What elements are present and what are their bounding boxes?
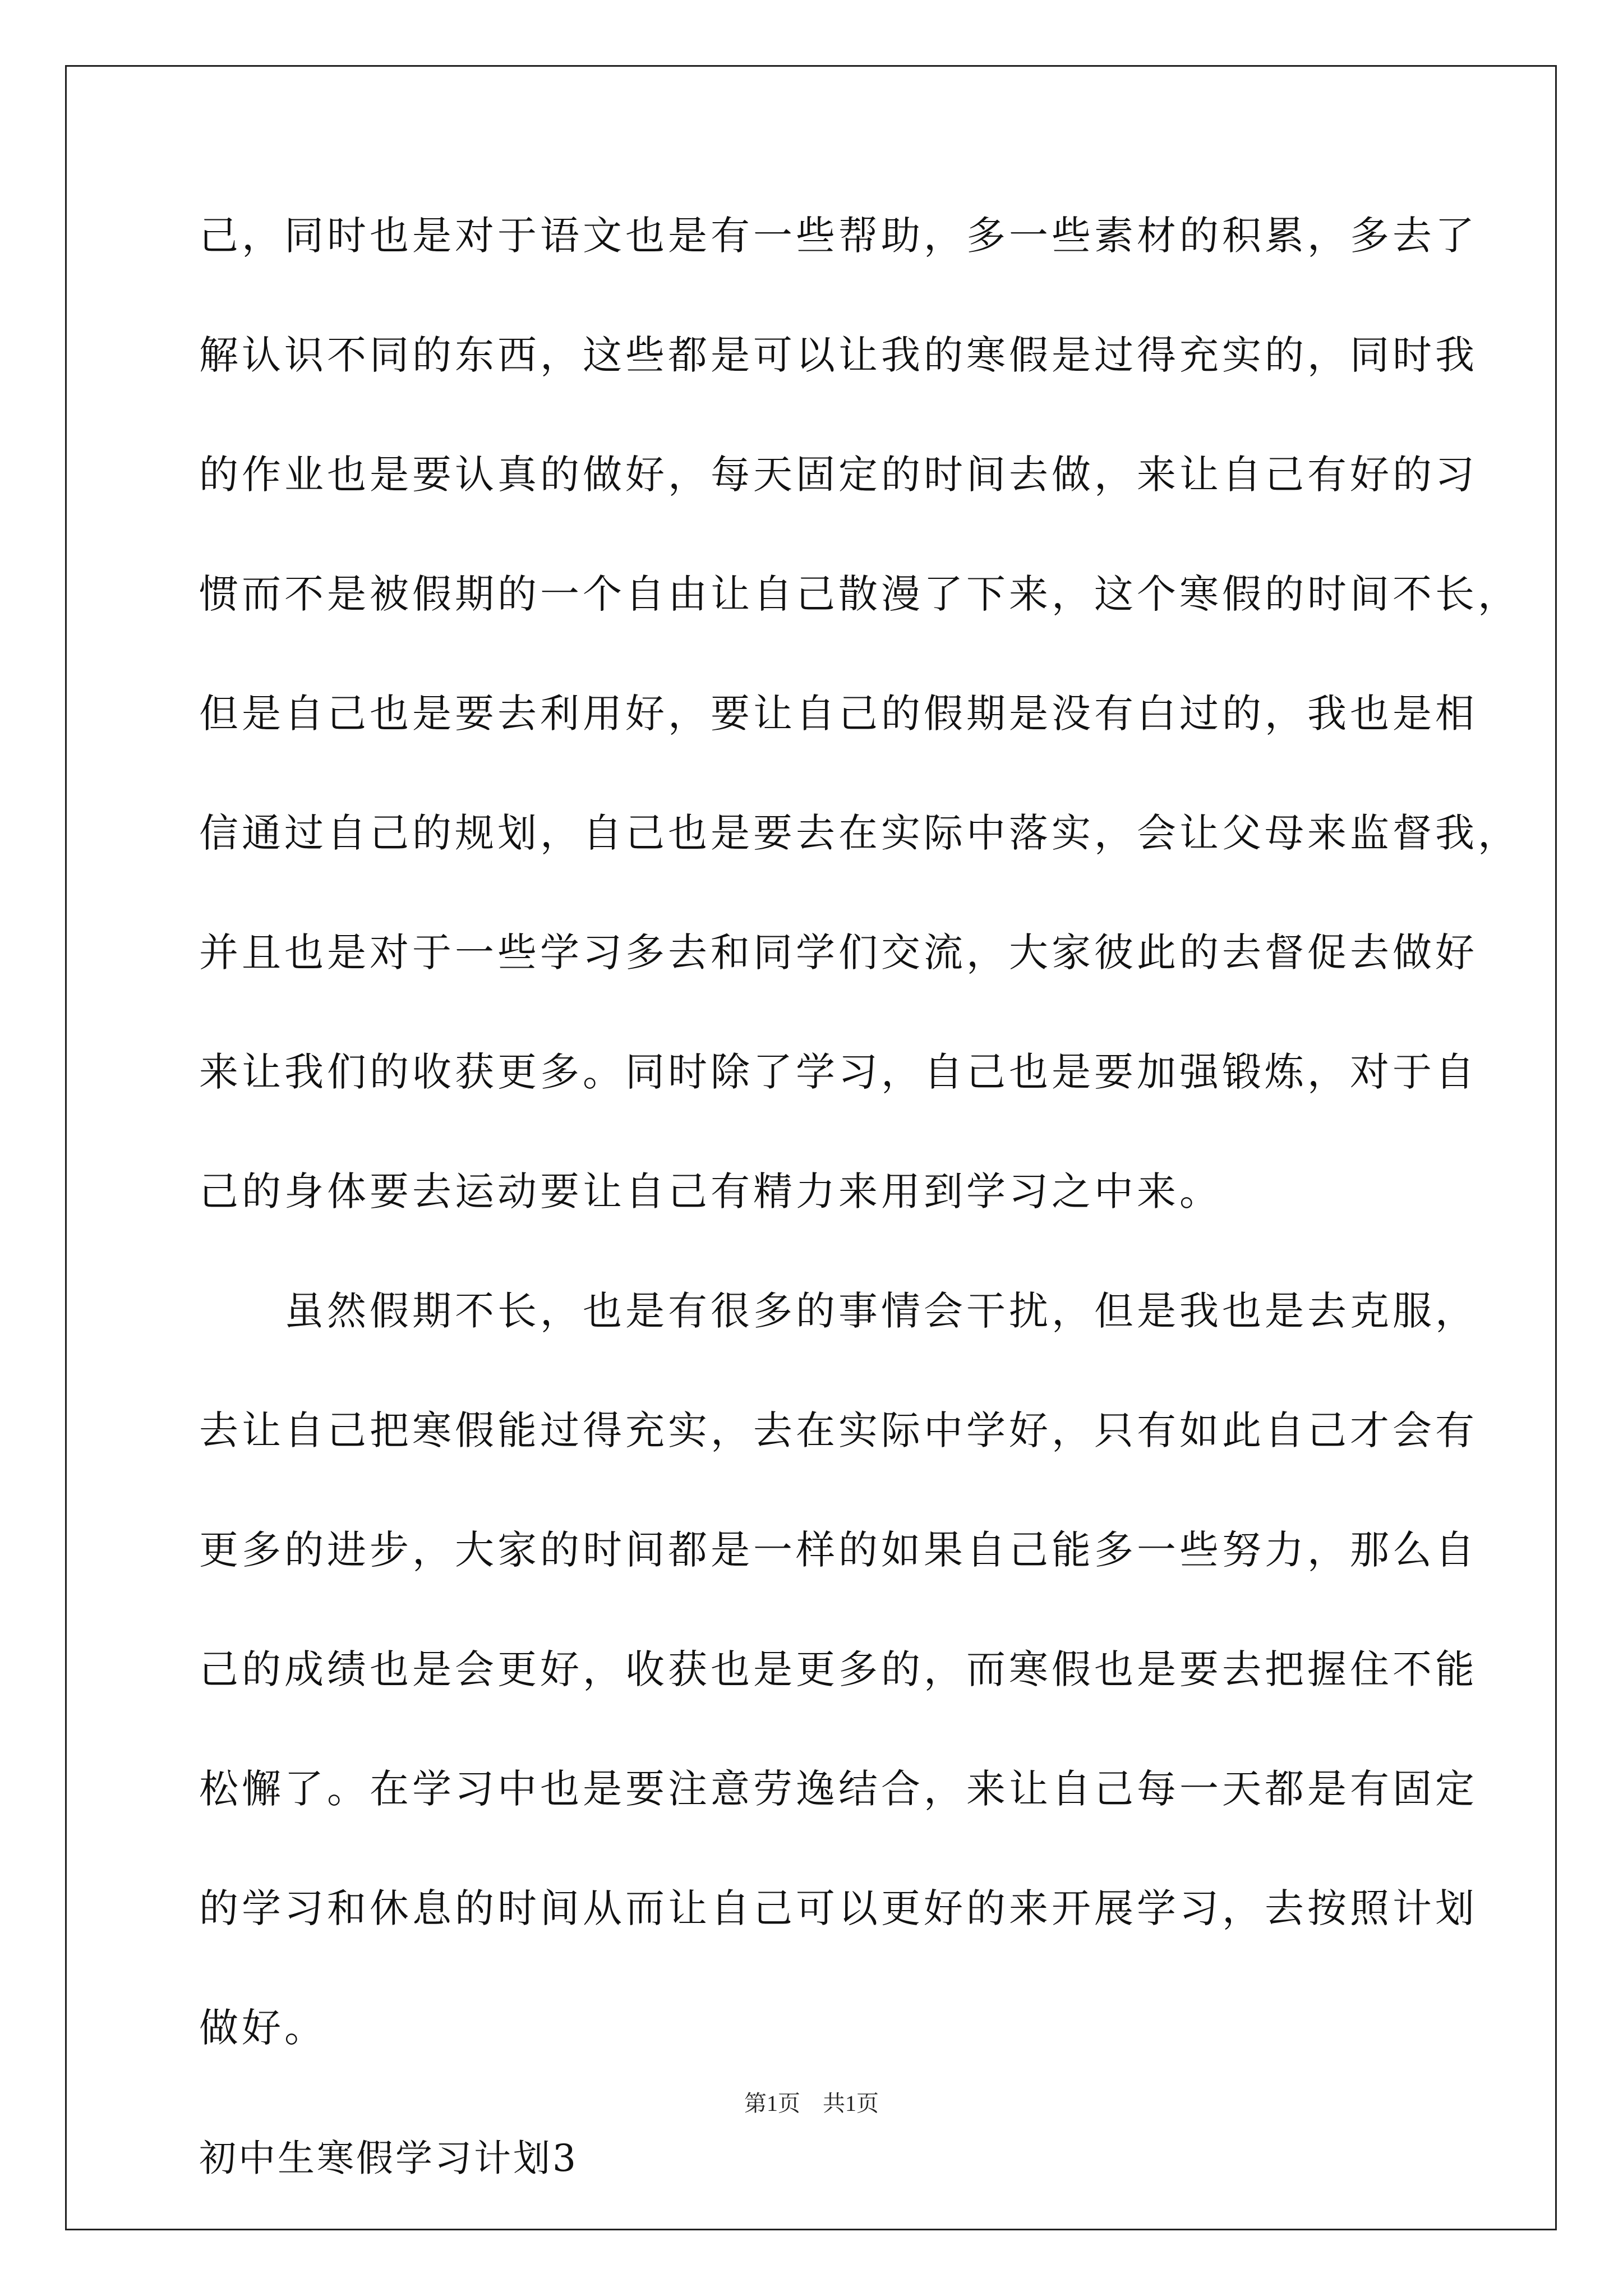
text-line: 解认识不同的东西，这些都是可以让我的寒假是过得充实的，同时我	[199, 332, 1478, 378]
text-line: 去让自己把寒假能过得充实，去在实际中学好，只有如此自己才会有	[199, 1407, 1478, 1453]
text-line: 惯而不是被假期的一个自由让自己散漫了下来，这个寒假的时间不长，	[199, 571, 1520, 617]
text-line: 并且也是对于一些学习多去和同学们交流，大家彼此的去督促去做好	[199, 930, 1478, 976]
text-line: 己，同时也是对于语文也是有一些帮助，多一些素材的积累，多去了	[199, 213, 1478, 259]
text-line: 己的成绩也是会更好，收获也是更多的，而寒假也是要去把握住不能	[199, 1646, 1478, 1692]
text-line: 的作业也是要认真的做好，每天固定的时间去做，来让自己有好的习	[199, 452, 1478, 498]
text-line: 但是自己也是要去利用好，要让自己的假期是没有白过的，我也是相	[199, 691, 1478, 737]
section-heading: 初中生寒假学习计划3	[199, 2137, 578, 2180]
text-line: 的学习和休息的时间从而让自己可以更好的来开展学习，去按照计划	[199, 1885, 1478, 1931]
text-line: 松懈了。在学习中也是要注意劳逸结合，来让自己每一天都是有固定	[199, 1766, 1478, 1812]
text-line: 来让我们的收获更多。同时除了学习，自己也是要加强锻炼，对于自	[199, 1049, 1478, 1095]
text-line: 己的身体要去运动要让自己有精力来用到学习之中来。	[199, 1168, 1222, 1214]
text-line: 更多的进步，大家的时间都是一样的如果自己能多一些努力，那么自	[199, 1527, 1478, 1573]
page-footer: 第1页 共1页	[744, 2091, 879, 2116]
text-line: 做好。	[199, 2005, 327, 2051]
text-line: 虽然假期不长，也是有很多的事情会干扰，但是我也是去克服，	[199, 1288, 1478, 1334]
text-line: 信通过自己的规划，自己也是要去在实际中落实，会让父母来监督我，	[199, 810, 1520, 856]
